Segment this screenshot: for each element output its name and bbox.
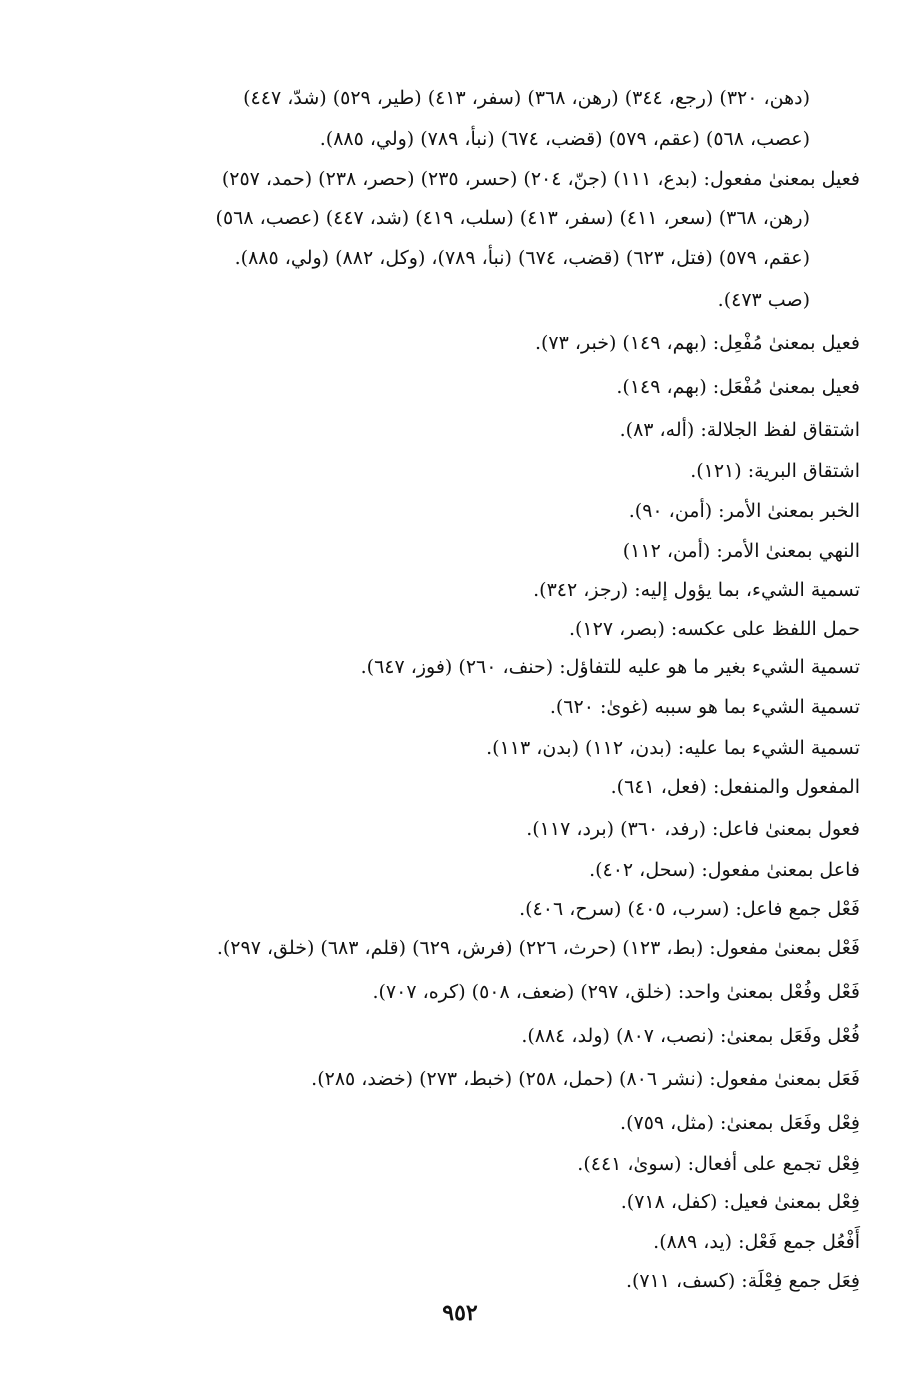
text-line: فعيل بمعنىٰ مُفْعَل: (بهم، ١٤٩). [616,376,860,398]
text-line: فَعَل بمعنىٰ مفعول: (نشر ٨٠٦) (حمل، ٢٥٨) (خبط، ٢٧٣) (خضد، ٢٨٥). [311,1068,860,1090]
text-line: فِعَل جمع فِعْلَة: (كسف، ٧١١). [625,1270,860,1292]
text-line: تسمية الشيء بما عليه: (بدن، ١١٢) (بدن، ١١٣). [486,737,860,759]
text-line: تسمية الشيء بما هو سببه (غوىٰ: ٦٢٠). [549,696,860,718]
text-line: أَفْعُل جمع فَعْل: (يد، ٨٨٩). [653,1231,860,1253]
text-line: (دهن، ٣٢٠) (رجع، ٣٤٤) (رهن، ٣٦٨) (سفر، ٤١٣) (طير، ٥٢٩) (شدّ، ٤٤٧) [243,87,810,109]
page-number: ٩٥٢ [442,1300,478,1326]
text-line: فَعْل بمعنىٰ مفعول: (بط، ١٢٣) (حرث، ٢٢٦) (فرش، ٦٢٩) (قلم، ٦٨٣) (خلق، ٢٩٧). [216,937,860,959]
text-line: فاعل بمعنىٰ مفعول: (سحل، ٤٠٢). [589,859,860,881]
text-line: فَعْل جمع فاعل: (سرب، ٤٠٥) (سرح، ٤٠٦). [519,898,860,920]
text-line: النهي بمعنىٰ الأمر: (أمن، ١١٢) [622,540,860,562]
text-line: فِعْل وفَعَل بمعنىٰ: (مثل، ٧٥٩). [620,1112,860,1134]
text-line: تسمية الشيء، بما يؤول إليه: (رجز، ٣٤٢). [533,579,860,601]
text-line: اشتقاق البرية: (١٢١). [690,460,860,482]
text-line: فعول بمعنىٰ فاعل: (رفد، ٣٦٠) (برد، ١١٧). [526,818,860,840]
text-line: (عقم، ٥٧٩) (فتل، ٦٢٣) (قضب، ٦٧٤) (نبأ، ٧٨٩)، (وكل، ٨٨٢) (ولي، ٨٨٥). [234,247,810,269]
text-line: فُعْل وفَعَل بمعنىٰ: (نصب، ٨٠٧) (ولد، ٨٨٤). [521,1025,860,1047]
text-line: (صب ٤٧٣). [717,289,810,311]
text-line: حمل اللفظ على عكسه: (بصر، ١٢٧). [568,618,860,640]
text-line: الخبر بمعنىٰ الأمر: (أمن، ٩٠). [628,500,860,522]
text-line: اشتقاق لفظ الجلالة: (أله، ٨٣). [619,419,860,441]
text-line: فَعْل وفُعْل بمعنىٰ واحد: (خلق، ٢٩٧) (ضعف، ٥٠٨) (كره، ٧٠٧). [372,981,860,1003]
text-line: فعيل بمعنىٰ مفعول: (بدع، ١١١) (جنّ، ٢٠٤) (حسر، ٢٣٥) (حصر، ٢٣٨) (حمد، ٢٥٧) [221,168,860,190]
text-line: فِعْل بمعنىٰ فعيل: (كفل، ٧١٨). [620,1191,860,1213]
text-line: المفعول والمنفعل: (فعل، ٦٤١). [610,776,860,798]
text-line: فعيل بمعنىٰ مُفْعِل: (بهم، ١٤٩) (خبر، ٧٣). [534,332,860,354]
text-line: (عصب، ٥٦٨) (عقم، ٥٧٩) (قضب، ٦٧٤) (نبأ، ٧٨٩) (ولي، ٨٨٥). [319,128,810,150]
text-line: (رهن، ٣٦٨) (سعر، ٤١١) (سفر، ٤١٣) (سلب، ٤١٩) (شد، ٤٤٧) (عصب، ٥٦٨) [215,207,810,229]
text-line: فِعْل تجمع على أفعال: (سوىٰ، ٤٤١). [577,1153,860,1175]
text-line: تسمية الشيء بغير ما هو عليه للتفاؤل: (حنف، ٢٦٠) (فوز، ٦٤٧). [360,656,860,678]
